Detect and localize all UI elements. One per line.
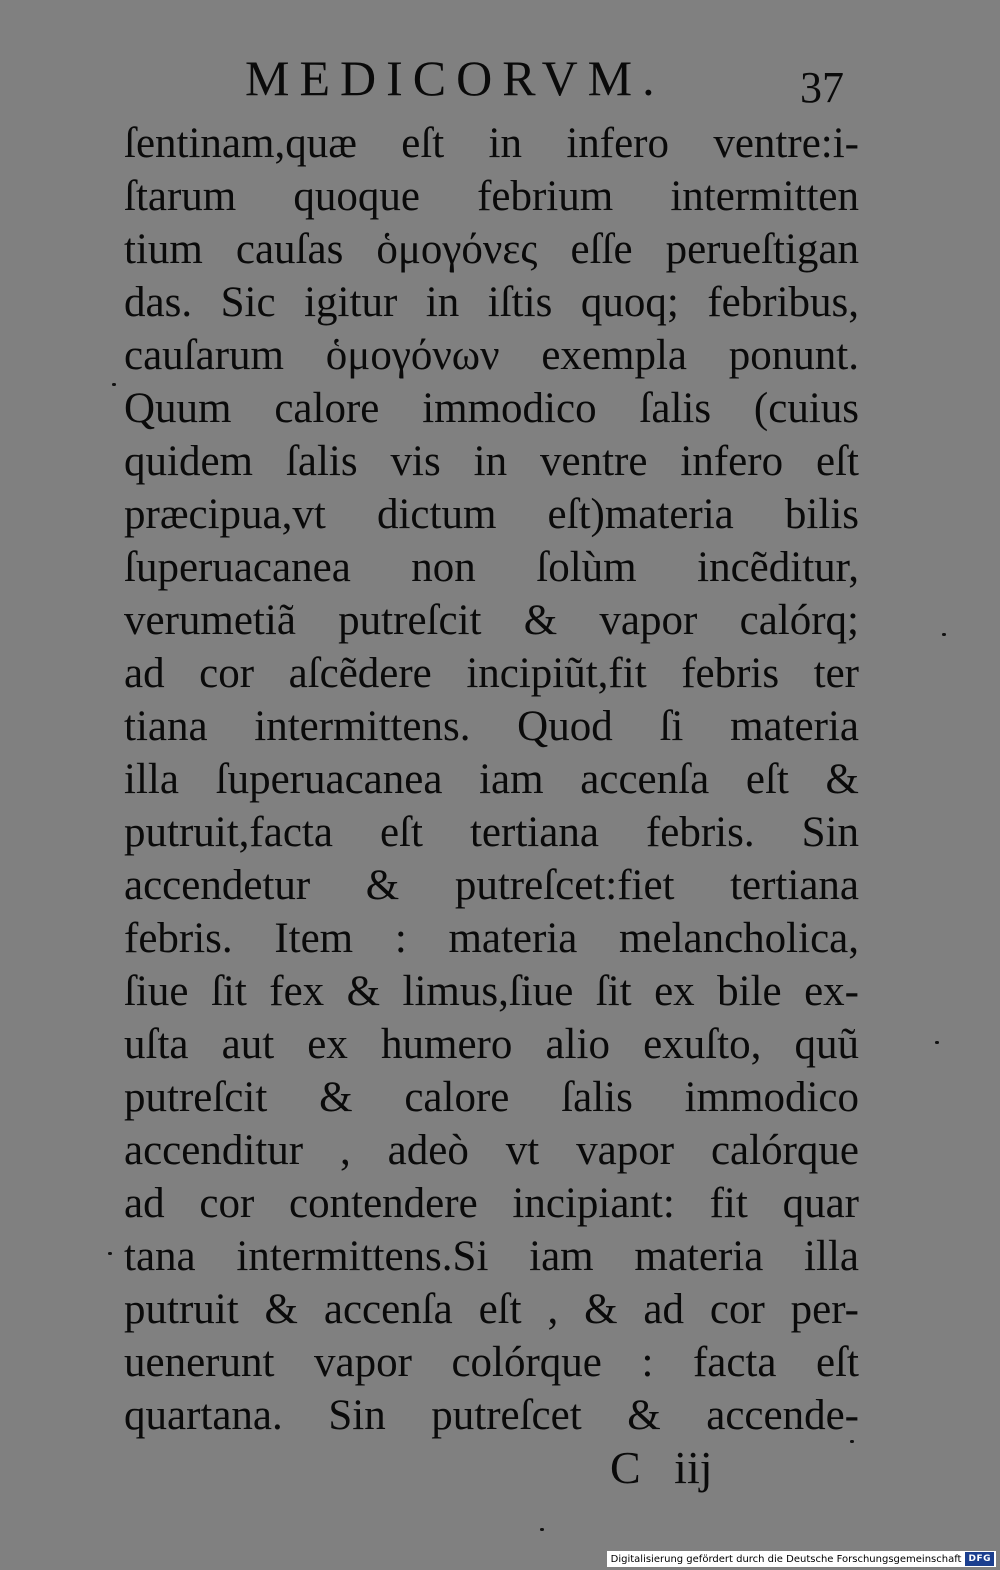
text-line: ſentinam,quæ eſt in infero ventre:i- — [124, 120, 859, 167]
text-line: tium cauſas ὁμογόνες eſſe perueſtigan — [124, 226, 859, 273]
text-line: putreſcit & calore ſalis immodico — [124, 1074, 859, 1121]
digitization-credit — [607, 1551, 996, 1567]
body-text — [124, 117, 859, 1442]
text-line: ad cor contendere incipiant: fit quar — [124, 1180, 859, 1227]
text-line: verumetiã putreſcit & vapor calórq; — [124, 597, 859, 644]
text-line: febris. Item : materia melancholica, — [124, 915, 859, 962]
text-line: tiana intermittens. Quod ſi materia — [124, 703, 859, 750]
text-line: ſtarum quoque febrium intermitten — [124, 173, 859, 220]
text-line: illa ſuperuacanea iam accenſa eſt & — [124, 756, 859, 803]
signature-mark: C iij — [610, 1442, 713, 1493]
text-line: das. Sic igitur in iſtis quoq; febribus, — [124, 279, 859, 326]
dfg-logo: DFG — [965, 1552, 994, 1566]
text-line: accendetur & putreſcet:fiet tertiana — [124, 862, 859, 909]
text-line: ſuperuacanea non ſolùm incẽditur, — [124, 544, 859, 591]
funding-notice: Digitalisierung gefördert durch die Deutsche Forschungsgemeinschaft — [610, 1553, 962, 1565]
text-line: Quum calore immodico ſalis (cuius — [124, 385, 859, 432]
scan-speck — [942, 633, 946, 636]
text-line: quidem ſalis vis in ventre infero eſt — [124, 438, 859, 485]
text-line: tana intermittens.Si iam materia illa — [124, 1233, 859, 1280]
text-line: quartana. Sin putreſcet & accende- — [124, 1392, 859, 1439]
running-head: MEDICORVM. — [245, 50, 665, 106]
scan-speck — [540, 1528, 544, 1531]
text-line: accenditur , adeò vt vapor calórque — [124, 1127, 859, 1174]
text-line: uenerunt vapor colórque : facta eſt — [124, 1339, 859, 1386]
text-line: præcipua,vt dictum eſt)materia bilis — [124, 491, 859, 538]
page-number: 37 — [800, 63, 844, 112]
scan-speck — [935, 1041, 939, 1044]
text-line: putruit & accenſa eſt , & ad cor per- — [124, 1286, 859, 1333]
scan-speck — [108, 1252, 112, 1255]
text-line: ad cor aſcẽdere incipiũt,fit febris ter — [124, 650, 859, 697]
text-line: uſta aut ex humero alio exuſto, quũ — [124, 1021, 859, 1068]
text-line: putruit,facta eſt tertiana febris. Sin — [124, 809, 859, 856]
scan-speck — [112, 383, 116, 386]
text-line: ſiue ſit fex & limus,ſiue ſit ex bile ex- — [124, 968, 859, 1015]
scan-speck — [850, 1440, 854, 1443]
text-line: cauſarum ὁμογόνων exempla ponunt. — [124, 332, 859, 379]
